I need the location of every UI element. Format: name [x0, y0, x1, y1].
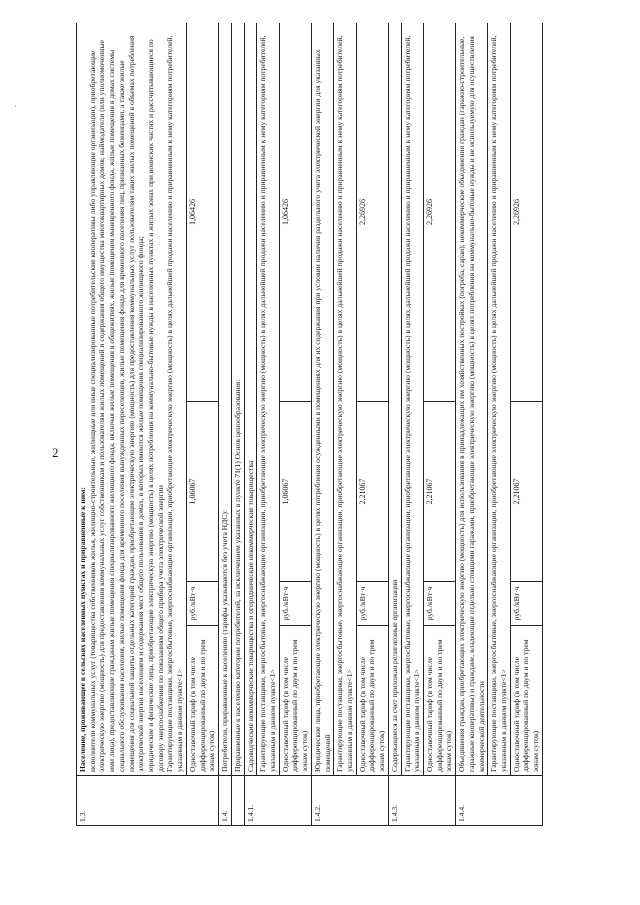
tariff-value-h1: 2,21067	[510, 402, 542, 582]
page-number: 2	[52, 445, 59, 460]
tariff-table	[76, 23, 543, 826]
tariff-value-h1: 1,06067	[186, 402, 218, 582]
row-paragraph: исполнители коммунальных услуг (товарищества собственников жилья, жилищно-строительные, жилищные или иные специализированные потребительские кооперативы либо управляющие организации), приобретающие электрическую энергию (мощность) для предоставления коммунальных услуг собственникам и пользователям жилых помещений и содержания общего имущества многоквартирных домов; наймодатели (или уполномоченные ими лица), предоставляющие гражданам жилые помещения специализированного жилищного фонда, включая жилые помещения в общежитиях, жилые помещения маневренного фонда, жилые помещения в домах системы социального обслуживания населения, жилые помещения фонда для временного поселения вынужденных переселенцев, жилые помещения фонда для временного поселения лиц, признанных беженцами, а также жилые помещения для социальной защиты отдельных категорий граждан, приобретающие электрическую энергию (мощность) для предоставления коммунальных услуг пользователям таких жилых помещений в объемах потребления электрической энергии населением и содержания мест общего пользования в домах, в которых имеются жилые помещения специализированного жилищного фонда;	[87, 35, 146, 772]
row-description: Объединения граждан, приобретающих электрическую энергию (мощность) для использования в принадлежащих им хозяйственных постройках (погреба, сараи); некоммерческие объединения граждан (гаражно-строительные, гаражные кооперативы) и граждане, владеющие отдельно стоящими гаражами, приобретающие электрическую энергию (мощность) в целях потребления на коммунально-бытовые нужды и не используемую для осуществления коммерческой деятельности	[456, 23, 488, 776]
row-paragraph: Гарантирующие поставщики, энергосбытовые, энергоснабжающие организации, приобретающие электрическую энергию (мощность) в целях дальнейшей продажи населению и приравненным к нему категориям потребителей, указанным в данном пункте<1>	[165, 35, 185, 772]
row-number: 1.4.1.	[244, 776, 311, 826]
tariff-value-h1: 1,06067	[279, 402, 311, 582]
tariff-value-h2: 1,06426	[186, 23, 218, 402]
table-row	[219, 23, 232, 826]
row-subdescription: Гарантирующие поставщики, энергосбытовые, энергоснабжающие организации, приобретающие электрическую энергию (мощность) в целях дальнейшей продажи населению и приравненным к нему категориям потребителей, указанным в данном пункте<1>	[488, 23, 510, 776]
tariff-value-h1: 2,21067	[424, 402, 456, 582]
tariff-label: Одноставочный тариф (в том числе дифференцированный по двум и по трем зонам суток)	[279, 626, 311, 776]
tariff-unit: руб./кВт·ч	[186, 582, 218, 626]
table-row	[311, 23, 333, 826]
tariff-value-h2: 1,06426	[279, 23, 311, 402]
table-row	[401, 23, 423, 826]
table-row	[257, 23, 279, 826]
tariff-unit: руб./кВт·ч	[510, 582, 542, 626]
tariff-value-h1: 2,21067	[356, 402, 388, 582]
row-description: Садоводческие некоммерческие товарищества и огороднические некоммерческие товарищества	[244, 23, 257, 776]
table-row	[231, 23, 244, 826]
table-row	[424, 23, 456, 826]
tariff-value-h2: 2,26926	[356, 23, 388, 402]
table-row	[356, 23, 388, 826]
tariff-value-h2: 2,26926	[424, 23, 456, 402]
table-row	[279, 23, 311, 826]
tariff-label: Одноставочный тариф (в том числе дифференцированный по двум и по трем зонам суток)	[186, 626, 218, 776]
table-row	[488, 23, 510, 826]
row-title: Население, проживающее в сельских населенных пунктах и приравненные к ним:	[78, 487, 87, 772]
row-subdescription: Гарантирующие поставщики, энергосбытовые, энергоснабжающие организации, приобретающие электрическую энергию (мощность) в целях дальнейшей продажи населению и приравненным к нему категориям потребителей, указанным в данном пункте<1>	[334, 23, 356, 776]
row-description: Содержащиеся за счет прихожан религиозные организации	[388, 23, 401, 776]
row-description: Потребители, приравненные к населению (тарифы указываются без учета НДС):	[219, 23, 232, 776]
row-subdescription: Гарантирующие поставщики, энергосбытовые, энергоснабжающие организации, приобретающие электрическую энергию (мощность) в целях дальнейшей продажи населению и приравненным к нему категориям потребителей, указанным в данном пункте<1>	[401, 23, 423, 776]
table-row	[334, 23, 356, 826]
tariff-label: Одноставочный тариф (в том числе дифференцированный по двум и по трем зонам суток)	[424, 626, 456, 776]
tariff-label: Одноставочный тариф (в том числе дифференцированный по двум и по трем зонам суток)	[510, 626, 542, 776]
rotated-table-container	[76, 23, 616, 826]
table-row	[388, 23, 401, 826]
row-number: 1.3.	[77, 776, 219, 826]
tariff-unit: руб./кВт·ч	[424, 582, 456, 626]
table-row	[244, 23, 257, 826]
scan-margin-mark: .	[8, 105, 18, 108]
row-number: 1.4.2.	[311, 776, 388, 826]
table-row	[77, 23, 187, 826]
tariff-label: Одноставочный тариф (в том числе дифференцированный по двум и по трем зонам суток)	[356, 626, 388, 776]
row-description	[77, 23, 187, 776]
table-row	[456, 23, 488, 826]
row-paragraph: юридические и физические лица, приобретающие электрическую энергию (мощность) в целях потребления на коммунально-бытовые нужды в населенных пунктах и жилых зонах при воинских частях и рассчитывающиеся по договору энергоснабжения по показаниям общего прибора учета электрической энергии	[146, 39, 165, 772]
row-description: Юридические лица, приобретающие электрическую энергию (мощность) в целях потребления осужденными в помещениях для их содержания при условии наличия раздельного учета электрической энергии для указанных помещений	[311, 23, 333, 776]
tariff-table-sheet	[76, 23, 616, 826]
tariff-value-h2: 2,26926	[510, 23, 542, 402]
row-subdescription: Гарантирующие поставщики, энергосбытовые, энергоснабжающие организации, приобретающие электрическую энергию (мощность) в целях дальнейшей продажи населению и приравненным к нему категориям потребителей, указанным в данном пункте<1>	[257, 23, 279, 776]
row-number: 1.4.4.	[456, 776, 543, 826]
table-row	[186, 23, 218, 826]
table-row	[510, 23, 542, 826]
row-number: 1.4.3.	[388, 776, 455, 826]
tariff-unit: руб./кВт·ч	[279, 582, 311, 626]
row-number: 1.4.	[219, 776, 232, 826]
tariff-unit: руб./кВт·ч	[356, 582, 388, 626]
row-description: Приравненные к населению категории потребителей, за исключением указанных в пункте 71(1) Основ ценообразования:	[231, 23, 244, 776]
